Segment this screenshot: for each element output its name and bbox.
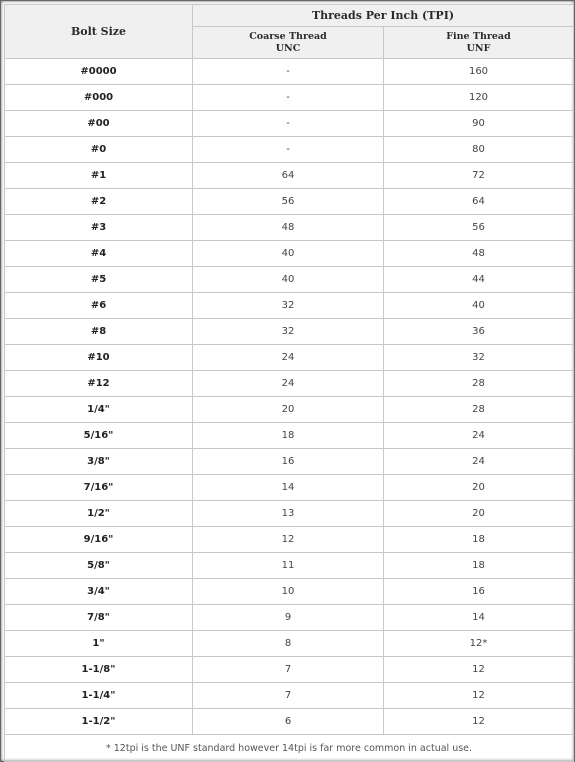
fine-tpi-cell: 160	[384, 59, 574, 85]
bolt-size-cell: 1-1/4"	[5, 683, 193, 709]
fine-tpi-cell: 40	[384, 293, 574, 319]
table-row	[5, 59, 574, 85]
table-row	[5, 189, 574, 215]
bolt-size-cell: #12	[5, 371, 193, 397]
bolt-size-cell: 1-1/2"	[5, 709, 193, 735]
bolt-size-cell: 7/16"	[5, 475, 193, 501]
coarse-tpi-cell: 24	[193, 345, 384, 371]
fine-tpi-cell: 28	[384, 371, 574, 397]
fine-tpi-cell: 72	[384, 163, 574, 189]
bolt-size-cell: #8	[5, 319, 193, 345]
fine-tpi-cell: 12	[384, 709, 574, 735]
table-row	[5, 163, 574, 189]
table-body	[5, 59, 574, 762]
coarse-tpi-cell: 7	[193, 683, 384, 709]
bolt-size-cell: 1/4"	[5, 397, 193, 423]
bolt-size-cell: 1"	[5, 631, 193, 657]
bolt-size-cell: #5	[5, 267, 193, 293]
bolt-size-cell: 1/2"	[5, 501, 193, 527]
bolt-size-cell: #0000	[5, 59, 193, 85]
fine-tpi-cell: 12*	[384, 631, 574, 657]
fine-thread-header	[384, 27, 574, 59]
coarse-tpi-cell: 11	[193, 553, 384, 579]
table-row	[5, 501, 574, 527]
fine-tpi-cell: 16	[384, 579, 574, 605]
table-row	[5, 527, 574, 553]
bolt-size-cell: 7/8"	[5, 605, 193, 631]
fine-tpi-cell: 14	[384, 605, 574, 631]
table-row	[5, 605, 574, 631]
bolt-size-cell: 3/4"	[5, 579, 193, 605]
fine-tpi-cell: 20	[384, 501, 574, 527]
table-header	[5, 5, 574, 59]
bolt-size-cell: 3/8"	[5, 449, 193, 475]
coarse-tpi-cell: 64	[193, 163, 384, 189]
coarse-tpi-cell: 12	[193, 527, 384, 553]
tpi-group-header: Threads Per Inch (TPI)	[193, 5, 574, 27]
coarse-tpi-cell: 10	[193, 579, 384, 605]
fine-tpi-cell: 12	[384, 683, 574, 709]
table-row	[5, 319, 574, 345]
bolt-size-cell: 5/16"	[5, 423, 193, 449]
coarse-thread-code: UNC	[275, 42, 301, 54]
coarse-tpi-cell: 32	[193, 293, 384, 319]
bolt-size-cell: #10	[5, 345, 193, 371]
table-row	[5, 657, 574, 683]
bolt-size-cell: #3	[5, 215, 193, 241]
fine-tpi-cell: 18	[384, 527, 574, 553]
coarse-tpi-cell: 24	[193, 371, 384, 397]
fine-tpi-cell: 90	[384, 111, 574, 137]
coarse-tpi-cell: -	[193, 59, 384, 85]
coarse-tpi-cell: 7	[193, 657, 384, 683]
bolt-size-cell: #2	[5, 189, 193, 215]
coarse-thread-title: Coarse Thread	[249, 30, 327, 42]
coarse-tpi-cell: -	[193, 85, 384, 111]
fine-tpi-cell: 80	[384, 137, 574, 163]
table-row	[5, 423, 574, 449]
coarse-tpi-cell: 40	[193, 241, 384, 267]
coarse-tpi-cell: 32	[193, 319, 384, 345]
coarse-tpi-cell: -	[193, 137, 384, 163]
coarse-tpi-cell: 8	[193, 631, 384, 657]
bolt-size-cell: #000	[5, 85, 193, 111]
bolt-size-cell: #4	[5, 241, 193, 267]
fine-tpi-cell: 48	[384, 241, 574, 267]
bolt-size-cell: #00	[5, 111, 193, 137]
bolt-size-cell: #0	[5, 137, 193, 163]
coarse-tpi-cell: 9	[193, 605, 384, 631]
fine-tpi-cell: 120	[384, 85, 574, 111]
fine-tpi-cell: 44	[384, 267, 574, 293]
table-row	[5, 475, 574, 501]
fine-tpi-cell: 24	[384, 449, 574, 475]
table-row	[5, 709, 574, 735]
coarse-tpi-cell: 13	[193, 501, 384, 527]
table-row	[5, 293, 574, 319]
bolt-size-header: Bolt Size	[5, 5, 193, 59]
bolt-size-cell: 9/16"	[5, 527, 193, 553]
table-row	[5, 85, 574, 111]
table-row	[5, 267, 574, 293]
fine-tpi-cell: 12	[384, 657, 574, 683]
table-row	[5, 449, 574, 475]
table-row	[5, 553, 574, 579]
footnote-row	[5, 735, 574, 762]
coarse-tpi-cell: 56	[193, 189, 384, 215]
fine-tpi-cell: 56	[384, 215, 574, 241]
tpi-table	[4, 4, 574, 762]
coarse-tpi-cell: 16	[193, 449, 384, 475]
coarse-tpi-cell: 40	[193, 267, 384, 293]
coarse-tpi-cell: 20	[193, 397, 384, 423]
table-row	[5, 111, 574, 137]
fine-tpi-cell: 32	[384, 345, 574, 371]
fine-tpi-cell: 24	[384, 423, 574, 449]
bolt-size-cell: #6	[5, 293, 193, 319]
table-row	[5, 683, 574, 709]
table-row	[5, 631, 574, 657]
coarse-thread-header	[193, 27, 384, 59]
coarse-tpi-cell: 14	[193, 475, 384, 501]
footnote: * 12tpi is the UNF standard however 14tpi is far more common in actual use.	[5, 735, 574, 762]
table-row	[5, 371, 574, 397]
bolt-size-cell: 5/8"	[5, 553, 193, 579]
table-row	[5, 397, 574, 423]
table-row	[5, 241, 574, 267]
coarse-tpi-cell: 18	[193, 423, 384, 449]
fine-tpi-cell: 18	[384, 553, 574, 579]
fine-thread-title: Fine Thread	[446, 30, 511, 42]
coarse-tpi-cell: -	[193, 111, 384, 137]
fine-thread-code: UNF	[466, 42, 491, 54]
table-row	[5, 215, 574, 241]
fine-tpi-cell: 20	[384, 475, 574, 501]
table-row	[5, 137, 574, 163]
fine-tpi-cell: 64	[384, 189, 574, 215]
bolt-size-cell: 1-1/8"	[5, 657, 193, 683]
coarse-tpi-cell: 6	[193, 709, 384, 735]
table-row	[5, 579, 574, 605]
bolt-size-cell: #1	[5, 163, 193, 189]
fine-tpi-cell: 28	[384, 397, 574, 423]
fine-tpi-cell: 36	[384, 319, 574, 345]
table-row	[5, 345, 574, 371]
coarse-tpi-cell: 48	[193, 215, 384, 241]
